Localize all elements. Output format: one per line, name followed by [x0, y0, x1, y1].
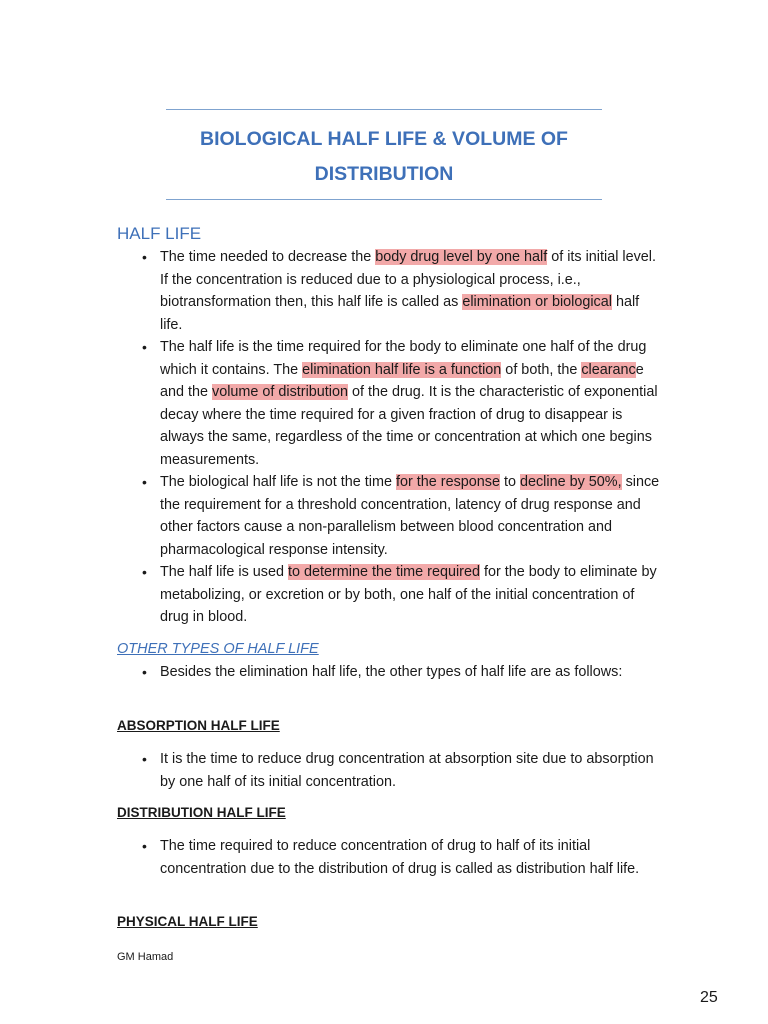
half-life-heading: HALF LIFE: [117, 224, 202, 243]
highlight: decline by 50%,: [519, 474, 622, 490]
distribution-bullet: • The time required to reduce concentration of drug to half of its initial concentration due to the distribution of drug is called as distribution half life.: [160, 835, 660, 880]
text-run: The half life is the time required for the body to eliminate one half of the drug which it contains. The: [160, 339, 647, 378]
text-run: since the requirement for a threshold concentration, latency of drug response and other factors cause a non-parallelism between blood concentration and pharmacological response intensity.: [160, 474, 660, 558]
page-number: 25: [700, 989, 718, 1006]
text-run: of both, the: [501, 361, 582, 378]
highlight: volume of distribution: [212, 384, 348, 400]
half-life-bullet-3: [160, 471, 660, 561]
highlight: to determine the time required: [287, 564, 480, 580]
absorption-heading: ABSORPTION HALF LIFE: [117, 718, 280, 733]
highlight: for the response: [395, 474, 500, 490]
text-run: The biological half life is not the time: [160, 474, 396, 490]
other-types-list: [160, 661, 660, 684]
title-bottom-rule: [166, 199, 602, 200]
highlight: body drug level by one half: [375, 249, 548, 265]
half-life-bullet-4: [160, 561, 660, 629]
text-run: of its initial level. If the concentration is reduced due to a physiological process, i.e., biotransformation then, this half life is called as: [160, 249, 656, 310]
text-run: for the body to eliminate by metabolizing, or excretion or by both, one half of the initial concentration of drug in blood.: [160, 564, 657, 625]
absorption-bullet: • It is the time to reduce drug concentration at absorption site due to absorption by one half of its initial concentration.: [160, 748, 660, 793]
half-life-bullet-1: [160, 246, 660, 336]
highlight: clearanc: [581, 361, 636, 378]
distribution-list: [160, 835, 660, 880]
page-title: BIOLOGICAL HALF LIFE & VOLUME OF DISTRIBUTION: [200, 128, 568, 185]
text-run: The half life is used: [160, 564, 288, 580]
other-types-heading: OTHER TYPES OF HALF LIFE: [117, 641, 319, 657]
text-run: The time needed to decrease the: [160, 249, 376, 265]
absorption-list: [160, 748, 660, 793]
text-run: to: [499, 474, 520, 490]
other-types-bullet: • Besides the elimination half life, the other types of half life are as follows:: [160, 661, 660, 684]
distribution-heading: DISTRIBUTION HALF LIFE: [117, 805, 286, 820]
highlight: elimination half life is a function: [302, 361, 502, 378]
text-run: e and the: [160, 361, 644, 400]
half-life-list: [160, 246, 660, 629]
text-run: half life.: [160, 294, 640, 333]
title-top-rule: [166, 109, 602, 110]
half-life-bullet-2: [160, 336, 660, 471]
highlight: elimination or biological: [462, 294, 612, 310]
text-run: of the drug. It is the characteristic of exponential decay where the time required for a given fraction of drug to disappear is always the same, regardless of the time or concentration at which one begins measurements.: [160, 384, 658, 468]
physical-heading: PHYSICAL HALF LIFE: [117, 914, 258, 929]
footer-author: GM Hamad: [117, 951, 174, 963]
